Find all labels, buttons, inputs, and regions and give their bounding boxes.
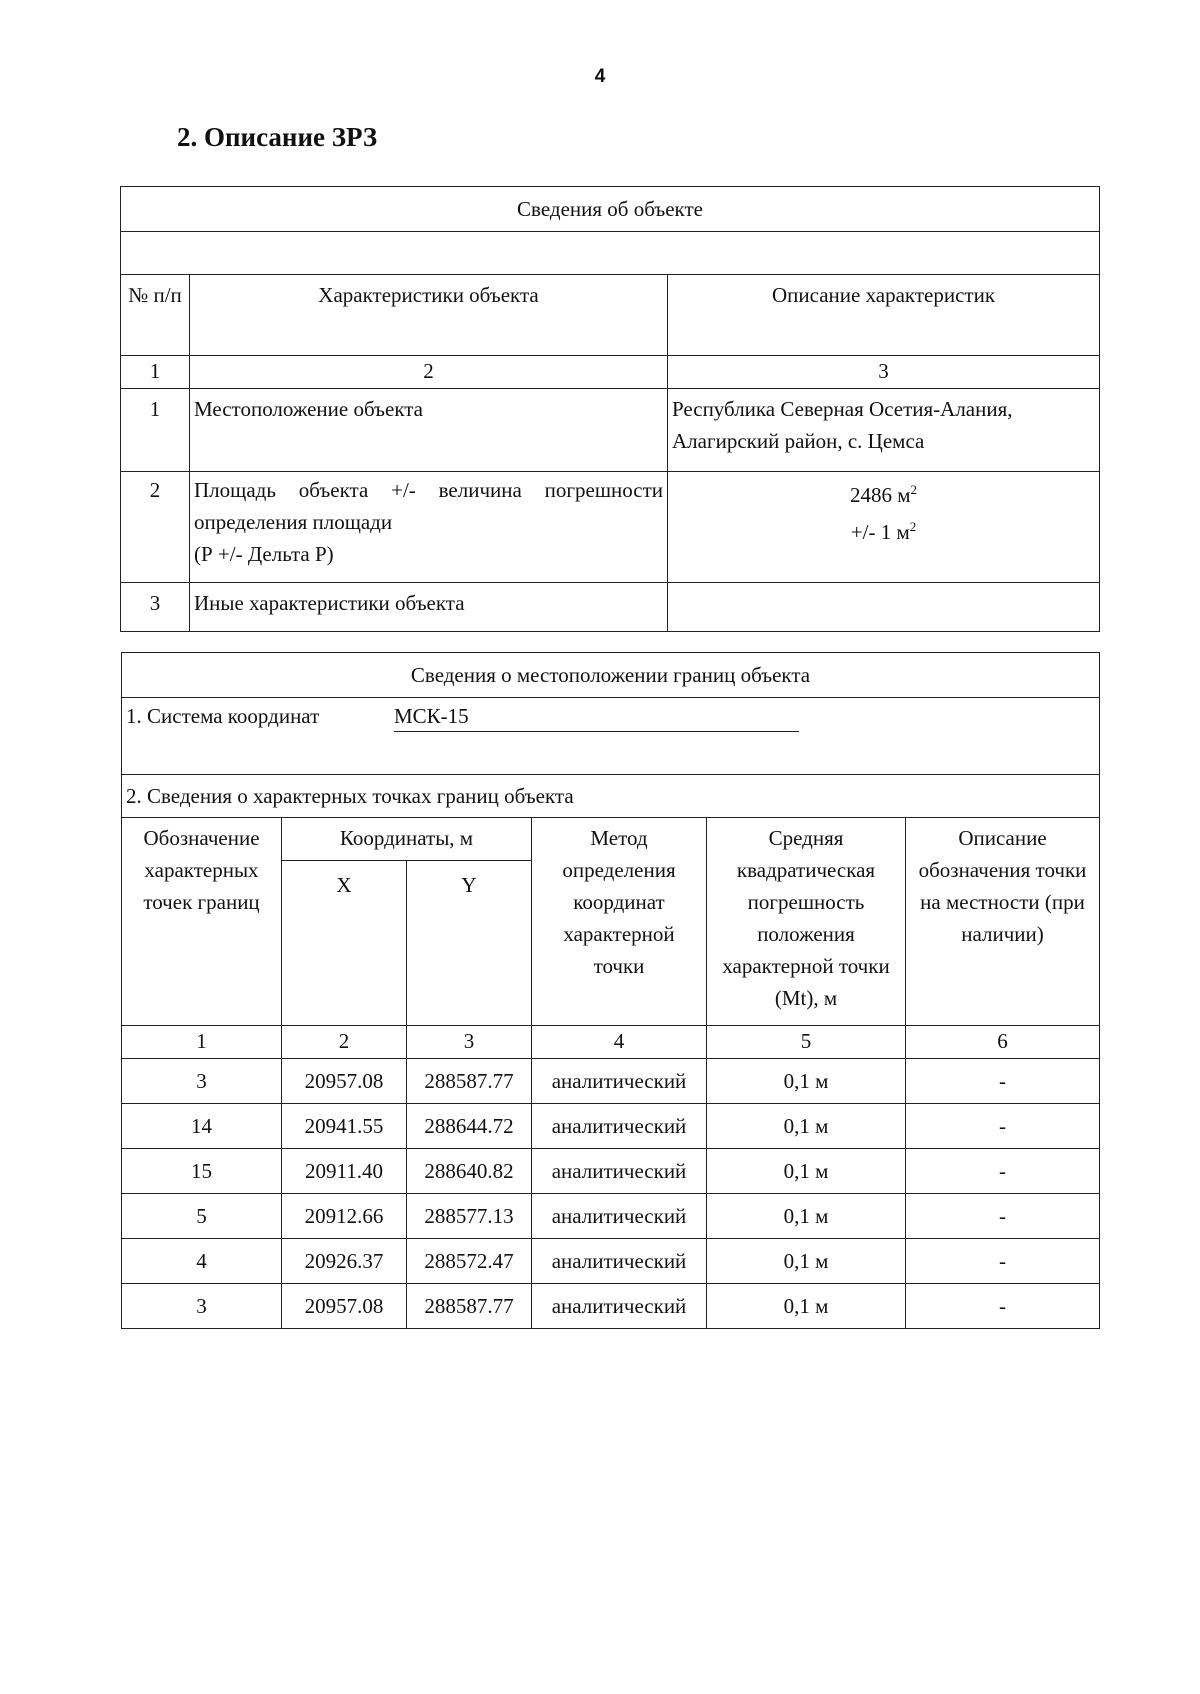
header-num: № п/п — [121, 275, 190, 356]
row-description — [668, 389, 1100, 472]
point-method: аналитический — [532, 1149, 707, 1194]
description-line: Республика Северная Осетия-Алания, — [672, 397, 1013, 421]
boundary-info-table — [121, 652, 1100, 1329]
header-coords: Координаты, м — [282, 818, 532, 861]
point-method: аналитический — [532, 1194, 707, 1239]
row-num: 2 — [121, 472, 190, 583]
point-error: 0,1 м — [707, 1149, 906, 1194]
point-error: 0,1 м — [707, 1239, 906, 1284]
point-description: - — [906, 1194, 1100, 1239]
point-description: - — [906, 1059, 1100, 1104]
table-row — [121, 389, 1100, 472]
point-method: аналитический — [532, 1284, 707, 1329]
point-x: 20926.37 — [282, 1239, 407, 1284]
header-description: Описание характеристик — [668, 275, 1100, 356]
coord-system-label: 1. Система координат — [126, 704, 320, 728]
description-line: Алагирский район, с. Цемса — [672, 429, 925, 453]
boundary-info-title: Сведения о местоположении границ объекта — [122, 653, 1100, 698]
index-cell: 3 — [407, 1026, 532, 1059]
object-info-title: Сведения об объекте — [121, 187, 1100, 232]
index-cell: 1 — [121, 356, 190, 389]
point-x: 20941.55 — [282, 1104, 407, 1149]
row-characteristic: Иные характеристики объекта — [190, 583, 668, 632]
point-y: 288587.77 — [407, 1284, 532, 1329]
page-number: 4 — [594, 66, 606, 87]
point-x: 20911.40 — [282, 1149, 407, 1194]
table-row — [122, 1059, 1100, 1104]
point-y: 288640.82 — [407, 1149, 532, 1194]
point-description: - — [906, 1239, 1100, 1284]
point-method: аналитический — [532, 1239, 707, 1284]
blank-row — [121, 232, 1100, 275]
point-id: 3 — [122, 1059, 282, 1104]
point-y: 288587.77 — [407, 1059, 532, 1104]
point-id: 15 — [122, 1149, 282, 1194]
index-cell: 4 — [532, 1026, 707, 1059]
index-cell: 6 — [906, 1026, 1100, 1059]
points-title: 2. Сведения о характерных точках границ объекта — [122, 775, 1100, 818]
header-point-description: Описание обозначения точки на местности (при наличии) — [906, 818, 1100, 1026]
index-cell: 5 — [707, 1026, 906, 1059]
index-cell: 1 — [122, 1026, 282, 1059]
header-method: Метод определения координат характерной точки — [532, 818, 707, 1026]
point-x: 20957.08 — [282, 1284, 407, 1329]
header-designation: Обозначение характерных точек границ — [122, 818, 282, 1026]
coordinate-system-row — [122, 698, 1100, 775]
point-error: 0,1 м — [707, 1194, 906, 1239]
characteristic-line: определения площади — [194, 510, 393, 534]
row-description — [668, 583, 1100, 632]
row-num: 3 — [121, 583, 190, 632]
point-description: - — [906, 1104, 1100, 1149]
table-row — [122, 1149, 1100, 1194]
table-row — [122, 1104, 1100, 1149]
area-error: +/- 1 $м^2$ — [850, 519, 917, 544]
point-x: 20912.66 — [282, 1194, 407, 1239]
point-x: 20957.08 — [282, 1059, 407, 1104]
coord-system-value: МСК-15 — [394, 701, 799, 732]
area-value: 2486 $м^2$ — [849, 482, 918, 507]
table-row — [122, 1194, 1100, 1239]
object-info-table — [120, 186, 1100, 632]
characteristic-line: Площадь объекта +/- величина погрешности — [194, 478, 663, 502]
row-characteristic: Местоположение объекта — [190, 389, 668, 472]
index-cell: 3 — [668, 356, 1100, 389]
header-characteristic: Характеристики объекта — [190, 275, 668, 356]
point-id: 14 — [122, 1104, 282, 1149]
header-error: Средняя квадратическая погрешность положения характерной точки (Mt), м — [707, 818, 906, 1026]
area-cell — [668, 472, 1100, 583]
table-row — [122, 1239, 1100, 1284]
point-method: аналитический — [532, 1104, 707, 1149]
table-row — [121, 583, 1100, 632]
point-error: 0,1 м — [707, 1059, 906, 1104]
point-id: 4 — [122, 1239, 282, 1284]
header-x: X — [282, 861, 407, 1026]
section-title: 2. Описание ЗРЗ — [177, 122, 378, 152]
point-error: 0,1 м — [707, 1284, 906, 1329]
index-cell: 2 — [190, 356, 668, 389]
point-y: 288577.13 — [407, 1194, 532, 1239]
index-cell: 2 — [282, 1026, 407, 1059]
point-method: аналитический — [532, 1059, 707, 1104]
point-y: 288572.47 — [407, 1239, 532, 1284]
point-description: - — [906, 1149, 1100, 1194]
point-id: 3 — [122, 1284, 282, 1329]
row-num: 1 — [121, 389, 190, 472]
characteristic-line: (Р +/- Дельта Р) — [194, 542, 334, 566]
row-characteristic — [190, 472, 668, 583]
table-row — [121, 472, 1100, 583]
point-y: 288644.72 — [407, 1104, 532, 1149]
point-error: 0,1 м — [707, 1104, 906, 1149]
point-id: 5 — [122, 1194, 282, 1239]
table-row — [122, 1284, 1100, 1329]
header-y: Y — [407, 861, 532, 1026]
point-description: - — [906, 1284, 1100, 1329]
